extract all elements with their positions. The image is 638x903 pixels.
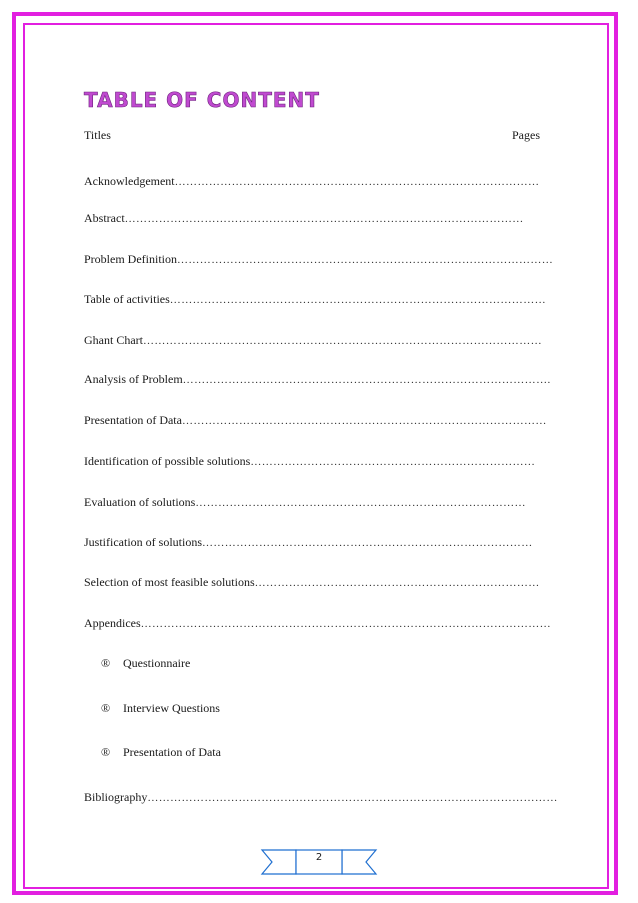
appendix-item-label: Questionnaire bbox=[123, 656, 191, 670]
toc-entry-dots: …………………………………………………………………………………… bbox=[174, 176, 540, 188]
toc-entry-justification-of-solutions bbox=[84, 535, 533, 551]
toc-entry-label: Justification of solutions bbox=[84, 535, 202, 549]
toc-entry-label: Acknowledgement bbox=[84, 174, 175, 188]
toc-entry-dots: ………………………………………………………………… bbox=[254, 577, 540, 589]
toc-entry-presentation-of-data bbox=[84, 413, 547, 429]
toc-entry-ghant-chart bbox=[84, 333, 542, 349]
toc-entry-evaluation-of-solutions bbox=[84, 495, 526, 511]
toc-entry-dots: ……………………………………………………………………………………… bbox=[177, 254, 554, 266]
toc-entry-identification-of-solutions bbox=[84, 454, 536, 470]
appendix-item-questionnaire bbox=[101, 656, 190, 671]
toc-entry-bibliography bbox=[84, 790, 558, 806]
toc-entry-selection-of-solutions bbox=[84, 575, 540, 591]
toc-entry-dots: …………………………………………………………………………………………… bbox=[124, 213, 524, 225]
toc-entry-label: Analysis of Problem bbox=[84, 372, 183, 386]
toc-entry-dots: ……………………………………………………………………………………… bbox=[169, 294, 546, 306]
toc-entry-label: Evaluation of solutions bbox=[84, 495, 196, 509]
titles-header: Titles bbox=[84, 128, 111, 142]
appendix-item-label: Interview Questions bbox=[123, 701, 220, 715]
page-number: 2 bbox=[315, 852, 323, 863]
toc-entry-label: Appendices bbox=[84, 616, 141, 630]
toc-entry-acknowledgement bbox=[84, 174, 540, 190]
toc-entry-label: Selection of most feasible solutions bbox=[84, 575, 255, 589]
toc-entry-dots: …………………………………………………………………………… bbox=[202, 537, 533, 549]
column-header-row bbox=[84, 128, 540, 143]
toc-entry-label: Ghant Chart bbox=[84, 333, 143, 347]
toc-entry-label: Bibliography bbox=[84, 790, 148, 804]
toc-entry-problem-definition bbox=[84, 252, 554, 268]
pages-header: Pages bbox=[512, 128, 540, 142]
toc-entry-dots: ……………………………………………………………………………………. bbox=[182, 374, 551, 386]
toc-entry-dots: ……………………………………………………………………………………………… bbox=[140, 618, 552, 630]
registered-mark-icon: ® bbox=[101, 656, 111, 670]
registered-mark-icon: ® bbox=[101, 701, 111, 715]
toc-entry-label: Problem Definition bbox=[84, 252, 177, 266]
toc-entry-dots: ……………………………………………………………………………………………… bbox=[147, 792, 558, 804]
toc-entry-label: Presentation of Data bbox=[84, 413, 182, 427]
toc-entry-label: Table of activities bbox=[84, 292, 170, 306]
toc-entry-label: Identification of possible solutions bbox=[84, 454, 251, 468]
toc-entry-dots: …………………………………………………………………………… bbox=[195, 497, 526, 509]
page-title: TABLE OF CONTENT bbox=[84, 88, 320, 112]
toc-entry-dots: …………………………………………………………………………………… bbox=[181, 415, 547, 427]
appendix-item-label: Presentation of Data bbox=[123, 745, 221, 759]
toc-entry-dots: ………………………………………………………………… bbox=[250, 456, 536, 468]
toc-entry-abstract bbox=[84, 211, 524, 227]
appendix-item-presentation-of-data bbox=[101, 745, 221, 760]
toc-entry-dots: …………………………………………………………………………………………… bbox=[143, 335, 542, 347]
appendix-item-interview-questions bbox=[101, 701, 220, 716]
toc-entry-label: Abstract bbox=[84, 211, 125, 225]
registered-mark-icon: ® bbox=[101, 745, 111, 759]
toc-entry-appendices bbox=[84, 616, 552, 632]
toc-entry-table-of-activities bbox=[84, 292, 546, 308]
toc-entry-analysis-of-problem bbox=[84, 372, 551, 388]
